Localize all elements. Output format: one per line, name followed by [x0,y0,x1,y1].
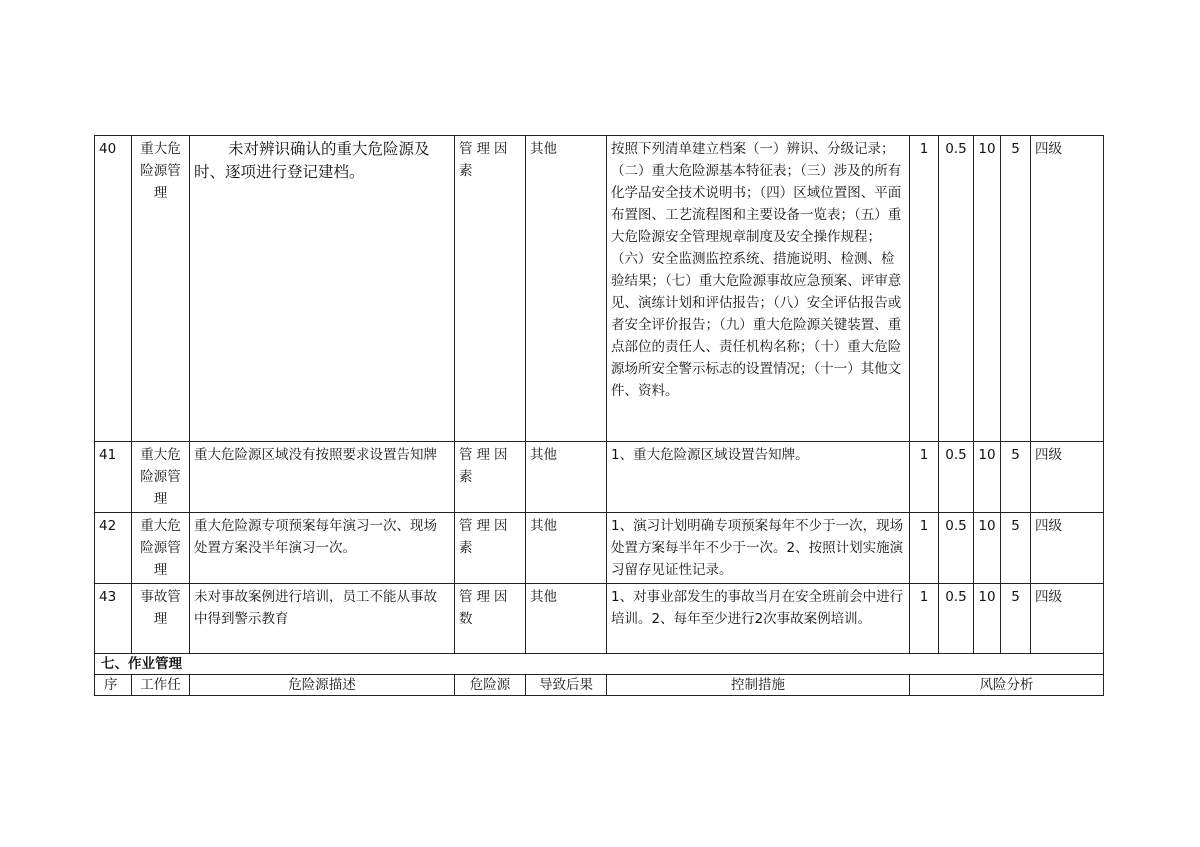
risk-e-cell: 0.5 [939,442,974,513]
hazard-type-cell: 管理因素 [455,513,526,584]
table-row [95,584,1104,654]
header-no: 序 [95,675,132,696]
hazard-description-cell: 重大危险源区域没有按照要求设置告知牌 [190,442,455,513]
work-task-cell: 事故管理 [132,584,190,654]
row-number: 40 [95,136,132,442]
work-task-cell: 重大危险源管理 [132,513,190,584]
consequence-cell: 其他 [526,136,607,442]
header-risk-analysis: 风险分析 [910,675,1104,696]
header-hazard-description: 危险源描述 [190,675,455,696]
risk-l-cell: 1 [910,136,939,442]
consequence-cell: 其他 [526,513,607,584]
table-row [95,442,1104,513]
risk-l-cell: 1 [910,513,939,584]
risk-c-cell: 10 [974,513,1001,584]
risk-e-cell: 0.5 [939,584,974,654]
header-work-task: 工作任 [132,675,190,696]
hazard-type-cell: 管理因素 [455,442,526,513]
row-number: 43 [95,584,132,654]
risk-l-cell: 1 [910,442,939,513]
risk-c-cell: 10 [974,442,1001,513]
section-title: 七、作业管理 [95,654,1104,675]
risk-grade-cell: 四级 [1031,584,1104,654]
work-task-cell: 重大危险源管理 [132,136,190,442]
risk-grade-cell: 四级 [1031,442,1104,513]
table-row [95,136,1104,442]
risk-c-cell: 10 [974,584,1001,654]
control-measures-cell: 1、演习计划明确专项预案每年不少于一次，现场处置方案每半年不少于一次。2、按照计划实施演习留存见证性记录。 [607,513,910,584]
risk-e-cell: 0.5 [939,513,974,584]
risk-d-cell: 5 [1001,513,1031,584]
section-heading-row [95,654,1104,675]
control-measures-cell: 1、对事业部发生的事故当月在安全班前会中进行培训。2、每年至少进行2次事故案例培训。 [607,584,910,654]
hazard-type-cell: 管理因素 [455,136,526,442]
risk-grade-cell: 四级 [1031,136,1104,442]
row-number: 41 [95,442,132,513]
hazard-description-cell: 重大危险源专项预案每年演习一次、现场处置方案没半年演习一次。 [190,513,455,584]
risk-table [94,135,1104,696]
header-control-measures: 控制措施 [607,675,910,696]
consequence-cell: 其他 [526,442,607,513]
risk-d-cell: 5 [1001,136,1031,442]
work-task-cell: 重大危险源管理 [132,442,190,513]
risk-grade-cell: 四级 [1031,513,1104,584]
hazard-description-cell: 未对事故案例进行培训，员工不能从事故中得到警示教育 [190,584,455,654]
risk-d-cell: 5 [1001,584,1031,654]
risk-e-cell: 0.5 [939,136,974,442]
risk-c-cell: 10 [974,136,1001,442]
risk-l-cell: 1 [910,584,939,654]
table-row [95,513,1104,584]
header-hazard-type: 危险源 [455,675,526,696]
header-consequence: 导致后果 [526,675,607,696]
hazard-type-cell: 管理因数 [455,584,526,654]
consequence-cell: 其他 [526,584,607,654]
control-measures-cell: 1、重大危险源区域设置告知牌。 [607,442,910,513]
control-measures-cell: 按照下列清单建立档案（一）辨识、分级记录；（二）重大危险源基本特征表；（三）涉及的所有化学品安全技术说明书；（四）区域位置图、平面布置图、工艺流程图和主要设备一览表；（五）重大危险源安全管理规章制度及安全操作规程；（六）安全监测监控系统、措施说明、检测、检验结果；（七）重大危险源事故应急预案、评审意见、演练计划和评估报告；（八）安全评估报告或者安全评价报告；（九）重大危险源关键装置、重点部位的责任人、责任机构名称；（十）重大危险源场所安全警示标志的设置情况；（十一）其他文件、资料。 [607,136,910,442]
row-number: 42 [95,513,132,584]
hazard-description-text: 未对辨识确认的重大危险源及时、逐项进行登记建档。 [194,140,430,181]
hazard-description-cell [190,136,455,442]
table-header-row [95,675,1104,696]
risk-d-cell: 5 [1001,442,1031,513]
